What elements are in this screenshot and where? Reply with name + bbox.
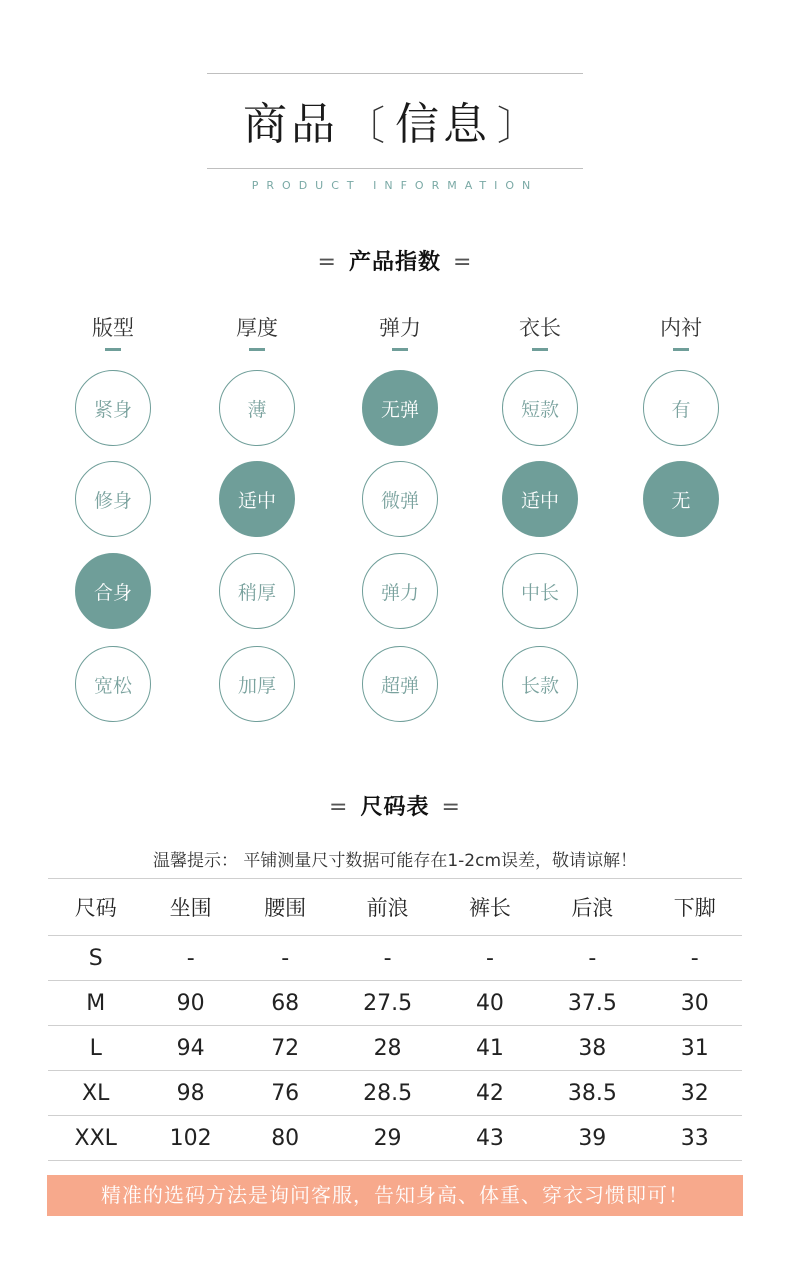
index-option-selected: 适中 xyxy=(219,461,295,537)
size-table-header-cell: 腰围 xyxy=(264,896,307,920)
header-top-rule xyxy=(207,73,583,74)
size-table-cell: 39 xyxy=(578,1125,607,1151)
title-bold: 信息 xyxy=(395,99,491,150)
title-main: 商品 xyxy=(243,99,339,150)
size-table-cell: - xyxy=(186,945,195,971)
index-column-underline xyxy=(249,348,265,351)
size-table-cell: 43 xyxy=(475,1125,504,1151)
header-bottom-rule xyxy=(207,168,583,169)
size-table-cell: 72 xyxy=(271,1035,300,1061)
index-column-underline xyxy=(392,348,408,351)
size-table-header-cell: 裤长 xyxy=(468,896,511,920)
size-table-cell: 29 xyxy=(373,1125,402,1151)
size-table-cell: 41 xyxy=(475,1035,504,1061)
size-table-cell: S xyxy=(88,945,103,971)
size-table-row xyxy=(48,1026,742,1071)
size-table-header-row xyxy=(48,879,742,936)
index-option: 稍厚 xyxy=(219,553,295,629)
size-table-header-cell: 下脚 xyxy=(673,896,716,920)
index-option-selected: 无 xyxy=(643,461,719,537)
size-table-cell: 28 xyxy=(373,1035,402,1061)
size-table-cell: - xyxy=(383,945,392,971)
index-column-label: 衣长 xyxy=(519,316,561,340)
size-table-header-cell: 后浪 xyxy=(571,896,614,920)
index-option: 加厚 xyxy=(219,646,295,722)
size-table-cell: 38 xyxy=(578,1035,607,1061)
size-table-cell: 37.5 xyxy=(567,990,617,1016)
index-column-underline xyxy=(673,348,689,351)
index-column-label: 弹力 xyxy=(379,316,421,340)
bracket-right: 〕 xyxy=(497,103,541,149)
bracket-left: 〔 xyxy=(345,103,389,149)
size-table-row xyxy=(48,981,742,1026)
size-tip: 温馨提示： 平铺测量尺寸数据可能存在1-2cm误差，敬请谅解！ xyxy=(152,851,638,871)
size-advice-banner: 精准的选码方法是询问客服，告知身高、体重、穿衣习惯即可！ xyxy=(47,1175,743,1216)
size-table-header-cell: 尺码 xyxy=(74,896,117,920)
size-table-cell: 94 xyxy=(176,1035,205,1061)
size-table-cell: 76 xyxy=(271,1080,300,1106)
index-option: 有 xyxy=(643,370,719,446)
index-option: 弹力 xyxy=(362,553,438,629)
size-table-cell: 33 xyxy=(680,1125,709,1151)
index-section-title: = 产品指数 = xyxy=(317,250,473,275)
index-column-label: 内衬 xyxy=(660,316,702,340)
index-column-label: 版型 xyxy=(92,316,134,340)
size-table-cell: L xyxy=(89,1035,102,1061)
size-table-cell: 27.5 xyxy=(363,990,413,1016)
size-table xyxy=(48,878,742,1161)
index-option: 修身 xyxy=(75,461,151,537)
size-table-cell: 90 xyxy=(176,990,205,1016)
index-option: 长款 xyxy=(502,646,578,722)
index-option: 紧身 xyxy=(75,370,151,446)
index-column-underline xyxy=(532,348,548,351)
size-table-header-cell: 坐围 xyxy=(169,896,212,920)
size-table-cell: 32 xyxy=(680,1080,709,1106)
size-table-cell: 102 xyxy=(169,1125,212,1151)
size-table-cell: 31 xyxy=(680,1035,709,1061)
index-column-underline xyxy=(105,348,121,351)
size-table-cell: - xyxy=(281,945,290,971)
size-table-cell: 98 xyxy=(176,1080,205,1106)
index-option-selected: 合身 xyxy=(75,553,151,629)
size-table-cell: 42 xyxy=(475,1080,504,1106)
size-table-cell: M xyxy=(86,990,106,1016)
index-option: 中长 xyxy=(502,553,578,629)
size-table-cell: 28.5 xyxy=(363,1080,413,1106)
size-table-cell: 80 xyxy=(271,1125,300,1151)
index-option: 微弹 xyxy=(362,461,438,537)
index-option: 超弹 xyxy=(362,646,438,722)
page-subtitle: PRODUCT INFORMATION xyxy=(251,179,539,192)
size-section-title: = 尺码表 = xyxy=(329,795,461,820)
index-option: 宽松 xyxy=(75,646,151,722)
size-table-cell: - xyxy=(485,945,494,971)
index-column-label: 厚度 xyxy=(236,316,278,340)
size-table-cell: - xyxy=(588,945,597,971)
size-table-cell: 38.5 xyxy=(567,1080,617,1106)
size-table-cell: XL xyxy=(82,1080,110,1106)
page-title xyxy=(0,88,790,152)
size-table-cell: - xyxy=(690,945,699,971)
index-option-selected: 适中 xyxy=(502,461,578,537)
size-table-cell: 30 xyxy=(680,990,709,1016)
index-option-selected: 无弹 xyxy=(362,370,438,446)
size-table-cell: 68 xyxy=(271,990,300,1016)
size-table-row xyxy=(48,936,742,981)
size-table-header-cell: 前浪 xyxy=(366,896,409,920)
size-table-row xyxy=(48,1071,742,1116)
size-table-cell: XXL xyxy=(74,1125,117,1151)
index-option: 薄 xyxy=(219,370,295,446)
size-table-cell: 40 xyxy=(475,990,504,1016)
index-option: 短款 xyxy=(502,370,578,446)
size-table-row xyxy=(48,1116,742,1161)
